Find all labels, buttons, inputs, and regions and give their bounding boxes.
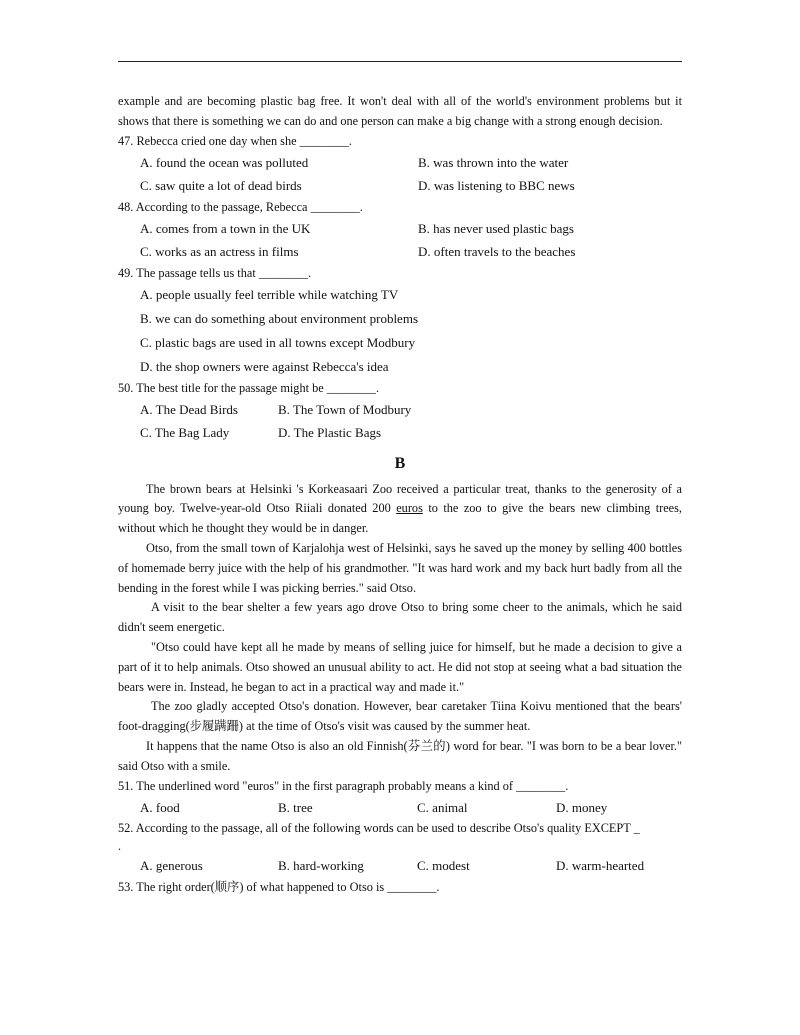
option-c: C. The Bag Lady bbox=[140, 425, 230, 441]
passage-paragraph-2: Otso, from the small town of Karjalohja west of Helsinki, says he saved up the money by selling 400 bottles of homemade berry juice with the help of his grandmother. "It was hard work and my back hurt badly from all the bending in the forest while I was picking berries." said Otso. bbox=[118, 540, 682, 595]
question-49 bbox=[118, 264, 682, 379]
option-a: A. comes from a town in the UK bbox=[140, 220, 311, 236]
option-a: A. food bbox=[140, 799, 180, 815]
question-stem: 51. The underlined word "euros" in the first paragraph probably means a kind of ________. bbox=[118, 778, 569, 793]
options bbox=[118, 398, 682, 445]
header-rule bbox=[118, 61, 682, 62]
options bbox=[118, 217, 682, 264]
passage-paragraph-3: A visit to the bear shelter a few years ago drove Otso to bring some cheer to the animals, which he said didn't seem energetic. bbox=[118, 600, 682, 635]
question-51 bbox=[118, 777, 682, 820]
option-d: D. the shop owners were against Rebecca's idea bbox=[140, 358, 389, 374]
text-run: to the zoo to give the bears new climbing trees, without which he thought they would be in danger. bbox=[118, 501, 682, 536]
options bbox=[118, 151, 682, 198]
option-c: C. saw quite a lot of dead birds bbox=[140, 178, 302, 194]
option-d: D. money bbox=[556, 799, 608, 815]
question-stem: 53. The right order(顺序) of what happened to Otso is ________. bbox=[118, 879, 440, 894]
option-b: B. has never used plastic bags bbox=[418, 220, 574, 236]
option-c: C. works as an actress in films bbox=[140, 244, 299, 260]
question-53 bbox=[118, 878, 682, 897]
passage-paragraph-4: "Otso could have kept all he made by means of selling juice for himself, but he made a decision to give a part of it to help animals. Otso showed an unusual ability to act. He did not stop at seeing what a bad situation the bears were in. Instead, he began to act in a practical way and made it." bbox=[118, 639, 682, 694]
options bbox=[118, 796, 682, 820]
option-c: C. animal bbox=[417, 799, 468, 815]
option-c: C. plastic bags are used in all towns except Modbury bbox=[140, 334, 416, 350]
question-stem: 48. According to the passage, Rebecca ________. bbox=[118, 199, 363, 214]
option-b: B. tree bbox=[278, 799, 313, 815]
document-page bbox=[118, 92, 682, 897]
passage-paragraph-5: The zoo gladly accepted Otso's donation. However, bear caretaker Tiina Koivu mentioned that the bears' foot-dragging(步履蹒跚) at the time of Otso's visit was caused by the summer heat. bbox=[118, 699, 682, 734]
option-b: B. we can do something about environment problems bbox=[140, 310, 419, 326]
text-run: The brown bears at Helsinki 's Korkeasaari Zoo received a particular treat, thanks to the generosity of a young boy. Twelve-year-old Otso Riiali donated 200 bbox=[118, 481, 682, 516]
question-stem: 50. The best title for the passage might be ________. bbox=[118, 380, 380, 395]
option-a: A. found the ocean was polluted bbox=[140, 154, 309, 170]
question-stem: 52. According to the passage, all of the following words can be used to describe Otso's quality EXCEPT _ bbox=[118, 821, 640, 836]
question-47 bbox=[118, 132, 682, 198]
question-48 bbox=[118, 198, 682, 264]
option-d: D. warm-hearted bbox=[556, 858, 645, 874]
option-a: A. The Dead Birds bbox=[140, 401, 238, 417]
section-heading: B bbox=[394, 454, 406, 472]
question-stem-continuation: . bbox=[118, 839, 122, 854]
option-d: D. often travels to the beaches bbox=[418, 244, 576, 260]
underlined-word: euros bbox=[396, 501, 423, 516]
option-c: C. modest bbox=[417, 858, 470, 874]
option-d: D. was listening to BBC news bbox=[418, 178, 575, 194]
option-b: B. hard-working bbox=[278, 858, 364, 874]
option-a: A. generous bbox=[140, 858, 203, 874]
passage-paragraph-1 bbox=[118, 480, 682, 539]
option-a: A. people usually feel terrible while watching TV bbox=[140, 286, 399, 302]
question-50 bbox=[118, 379, 682, 445]
passage-paragraph-6: It happens that the name Otso is also an old Finnish(芬兰的) word for bear. "I was born to be a bear lover." said Otso with a smile. bbox=[118, 738, 682, 773]
question-stem: 49. The passage tells us that ________. bbox=[118, 265, 312, 280]
question-52 bbox=[118, 819, 682, 878]
intro-paragraph: example and are becoming plastic bag free. It won't deal with all of the world's environment problems but it shows that there is something we can do and one person can make a big change with a strong enough decision. bbox=[118, 94, 682, 128]
option-b: B. The Town of Modbury bbox=[278, 401, 412, 417]
option-d: D. The Plastic Bags bbox=[278, 425, 382, 441]
option-b: B. was thrown into the water bbox=[418, 154, 569, 170]
question-stem: 47. Rebecca cried one day when she ________. bbox=[118, 133, 352, 148]
options bbox=[118, 854, 682, 878]
